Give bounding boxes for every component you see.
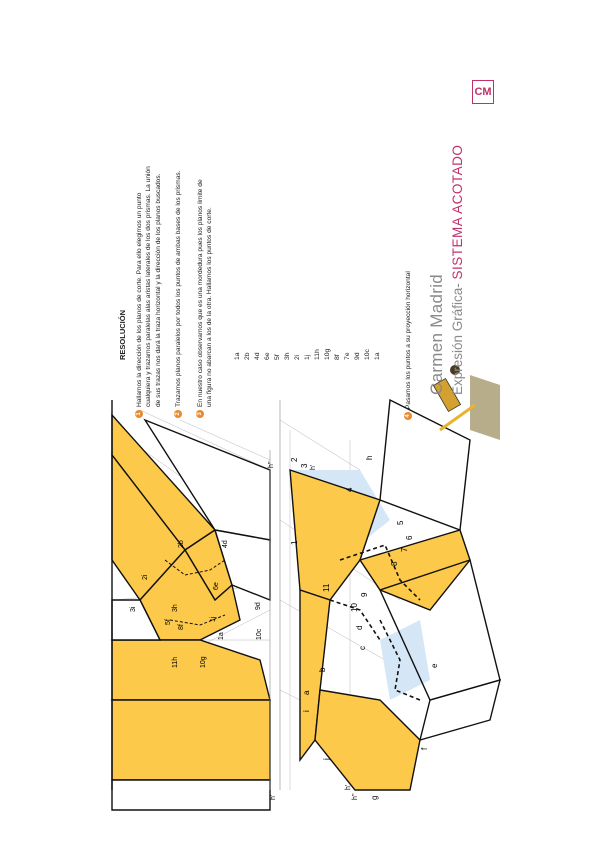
prism-b-elevation-3 [420, 680, 500, 740]
label-4: 4 [345, 487, 354, 492]
point-item: 5f [274, 354, 281, 360]
label-2b: 2b [178, 540, 185, 548]
trace-label-3: h' [310, 464, 317, 470]
label-7: 7 [400, 547, 409, 552]
label-g: g [370, 795, 379, 800]
label-9: 9 [360, 592, 369, 597]
point-item: 2b [244, 352, 251, 360]
label-5f: 5f [165, 619, 172, 625]
point-item: 1j [304, 354, 311, 360]
point-item: 1a [374, 352, 381, 360]
label-h: h [365, 455, 374, 460]
step2-text: Trazamos planos paralelos por todos los puntos de ambas bases de los prismas. [174, 170, 182, 407]
cm-logo: CM [472, 80, 494, 104]
author-name: Carmen Madrid [427, 273, 446, 395]
resolution-title: RESOLUCIÓN [118, 309, 127, 360]
label-j: j [322, 758, 331, 760]
label-10g: 10g [200, 656, 207, 668]
label-b: b [318, 667, 327, 672]
prism-b-face-4 [112, 780, 270, 810]
label-a: a [302, 690, 311, 695]
label-10c: 10c [256, 628, 263, 640]
point-item: 7e [344, 352, 351, 360]
cut-face-blue-2 [380, 620, 430, 700]
point-item: 9d [354, 352, 361, 360]
point-item: 6e [264, 352, 271, 360]
point-item: 2i [294, 354, 301, 360]
label-8f: 8f [178, 624, 185, 630]
subtitle [450, 145, 465, 395]
point-item: 10g [324, 348, 331, 360]
label-10: 10 [350, 603, 359, 612]
trace-label-5: h'' [352, 793, 359, 800]
bottom-view-group [280, 400, 500, 790]
label-e: e [430, 663, 439, 668]
step4-badge: 4 [404, 412, 412, 420]
step2-line [174, 170, 183, 418]
step1-text-1: Hallamos la dirección de los planos de corte. Para ello elegimos un punto [135, 192, 143, 407]
step3-line-2: una figura no abarcan a los de la otra. Hallamos los puntos de corte. [206, 207, 213, 407]
trace-label-2: h'' [268, 461, 275, 468]
label-6: 6 [405, 535, 414, 540]
label-6e: 6e [213, 582, 220, 590]
label-3: 3 [300, 463, 309, 468]
label-4d: 4d [222, 540, 229, 548]
label-11h: 11h [172, 656, 179, 668]
prism-a-face-4 [112, 640, 270, 700]
point-item: 10c [364, 349, 371, 360]
step2-badge: 2 [174, 410, 182, 418]
label-5: 5 [396, 520, 405, 525]
point-item: 4d [254, 352, 261, 360]
label-f: f [420, 747, 429, 750]
step1-line-1 [135, 193, 144, 418]
step3-line-1 [196, 179, 205, 418]
prism-a-elevation-2 [360, 530, 470, 610]
label-1: 1 [290, 540, 299, 545]
step4-line [404, 271, 413, 420]
label-9d: 9d [255, 602, 262, 610]
trace-label-1: h' [270, 794, 277, 800]
point-item: 1a [234, 352, 241, 360]
subtitle-accent: SISTEMA ACOTADO [450, 144, 465, 280]
step4-text: Pasamos los puntos a su proyección horizontal [404, 271, 412, 409]
label-d: d [355, 625, 364, 630]
step1-badge: 1 [135, 410, 143, 418]
prism-a-elevation-4 [315, 690, 420, 790]
label-c: c [358, 646, 367, 650]
step3-badge: 3 [196, 410, 204, 418]
label-3i: 3i [130, 606, 137, 612]
step3-text-1: En nuestro caso observamos que es una mordedura pues los planos limite de [196, 179, 204, 407]
top-view-group [110, 400, 270, 810]
label-2: 2 [290, 457, 299, 462]
label-2i: 2i [142, 574, 149, 580]
label-1j: 1j [210, 616, 217, 622]
point-item: 3h [284, 352, 291, 360]
label-3h: 3h [172, 604, 179, 612]
point-item: 8f [334, 354, 341, 360]
subtitle-prefix: Expresión Gráfica- [450, 279, 465, 395]
label-8: 8 [390, 561, 399, 566]
label-i: i [302, 710, 311, 712]
point-item: 11h [314, 349, 321, 360]
label-1a: 1a [218, 632, 225, 640]
step1-line-3: de sus trazas nos dará la traza horizontal y la dirección de los planos buscados. [155, 173, 162, 407]
trace-label-4: h' [345, 784, 352, 790]
label-11: 11 [322, 583, 331, 592]
prism-a-face-5 [112, 700, 270, 780]
step1-line-2: cualquiera y trazamos paralelas alas aristas laterales de los dos prismas. La unión [145, 166, 152, 407]
